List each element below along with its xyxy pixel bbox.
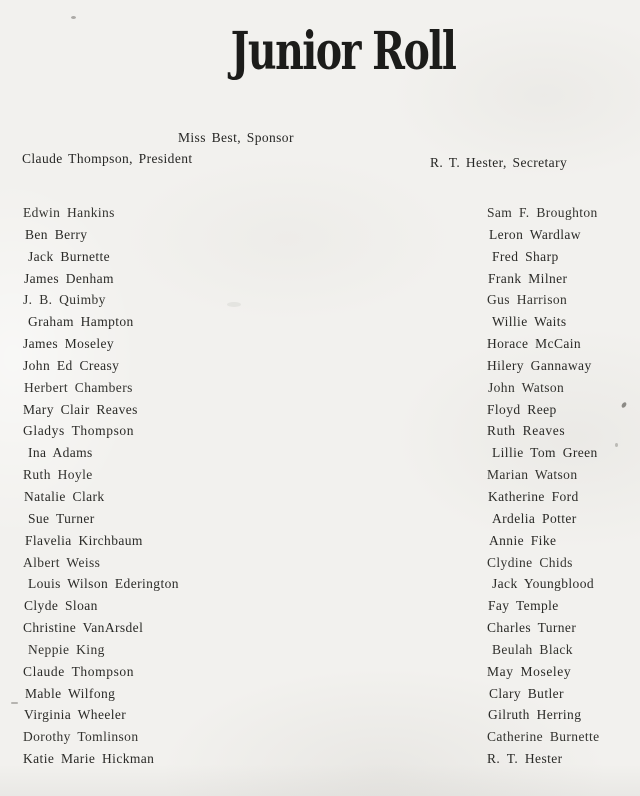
president-line: Claude Thompson, President bbox=[22, 151, 193, 166]
roster-name: May Moseley bbox=[487, 663, 572, 679]
sponsor-line: Miss Best, Sponsor bbox=[178, 130, 294, 145]
roster-name: Gilruth Herring bbox=[488, 707, 582, 723]
roster-name: Ben Berry bbox=[25, 226, 88, 242]
roster-name: Clydine Chids bbox=[487, 554, 573, 570]
roster-name: Marian Watson bbox=[487, 467, 578, 483]
roster-name: R. T. Hester bbox=[487, 751, 563, 767]
roster-name: John Watson bbox=[488, 379, 565, 395]
roster-name: Katherine Ford bbox=[488, 488, 579, 504]
ink-speck bbox=[71, 16, 76, 19]
roster-name: Louis Wilson Ederington bbox=[28, 576, 179, 592]
roster-name: Sue Turner bbox=[28, 510, 95, 526]
roster-name: Christine VanArsdel bbox=[23, 620, 144, 636]
roster-name: Floyd Reep bbox=[487, 401, 557, 417]
roster-name: Catherine Burnette bbox=[487, 729, 600, 745]
roster-name: Annie Fike bbox=[489, 532, 557, 548]
roster-name: Gladys Thompson bbox=[23, 423, 135, 439]
roster-name: Gus Harrison bbox=[487, 292, 568, 308]
roster-name: Clyde Sloan bbox=[24, 598, 98, 614]
roster-name: Ruth Hoyle bbox=[23, 467, 93, 483]
ink-speck bbox=[615, 443, 618, 447]
roster-name: Virginia Wheeler bbox=[24, 707, 127, 723]
roster-name: Katie Marie Hickman bbox=[23, 751, 155, 767]
roster-name: Sam F. Broughton bbox=[487, 205, 598, 220]
roster-name: Herbert Chambers bbox=[24, 379, 133, 395]
roster-name: Albert Weiss bbox=[23, 554, 101, 570]
ink-speck bbox=[11, 702, 18, 704]
roster-name: Ina Adams bbox=[28, 445, 93, 461]
roster-column-right bbox=[487, 202, 640, 770]
roster-name: John Ed Creasy bbox=[23, 357, 120, 373]
roster-name: Flavelia Kirchbaum bbox=[25, 532, 143, 548]
roster-name: Edwin Hankins bbox=[23, 205, 115, 220]
roster-name: Horace McCain bbox=[487, 336, 582, 352]
roster-name: Beulah Black bbox=[492, 641, 573, 657]
roster-name: Lillie Tom Green bbox=[492, 445, 598, 461]
roster-name: Fay Temple bbox=[488, 598, 559, 614]
roster-name: Ardelia Potter bbox=[492, 510, 577, 526]
roster-column-left bbox=[23, 202, 343, 770]
page-title: Junior Roll bbox=[230, 21, 456, 82]
roster-name: Graham Hampton bbox=[28, 314, 134, 330]
roster-name: James Moseley bbox=[23, 336, 115, 352]
roster-name: J. B. Quimby bbox=[23, 292, 106, 308]
roster-name: Natalie Clark bbox=[24, 488, 105, 504]
roster-name: Jack Youngblood bbox=[492, 576, 595, 592]
roster-name: Frank Milner bbox=[488, 270, 568, 286]
roster-name: Charles Turner bbox=[487, 620, 577, 636]
roster-name: Fred Sharp bbox=[492, 248, 559, 264]
paper-smudge bbox=[227, 302, 241, 307]
secretary-line: R. T. Hester, Secretary bbox=[430, 155, 568, 170]
roster-name: Ruth Reaves bbox=[487, 423, 566, 439]
roster-name: Mary Clair Reaves bbox=[23, 401, 138, 417]
roster-name: Mable Wilfong bbox=[25, 685, 116, 701]
roster-name: Leron Wardlaw bbox=[489, 226, 581, 242]
roster-name: James Denham bbox=[24, 270, 114, 286]
roster-name: Dorothy Tomlinson bbox=[23, 729, 139, 745]
roster-name: Jack Burnette bbox=[28, 248, 111, 264]
roster-name: Clary Butler bbox=[489, 685, 564, 701]
roster-name: Willie Waits bbox=[492, 314, 567, 330]
roster-name: Hilery Gannaway bbox=[487, 357, 592, 373]
roster-name: Claude Thompson bbox=[23, 663, 135, 679]
roster-name: Neppie King bbox=[28, 641, 105, 657]
